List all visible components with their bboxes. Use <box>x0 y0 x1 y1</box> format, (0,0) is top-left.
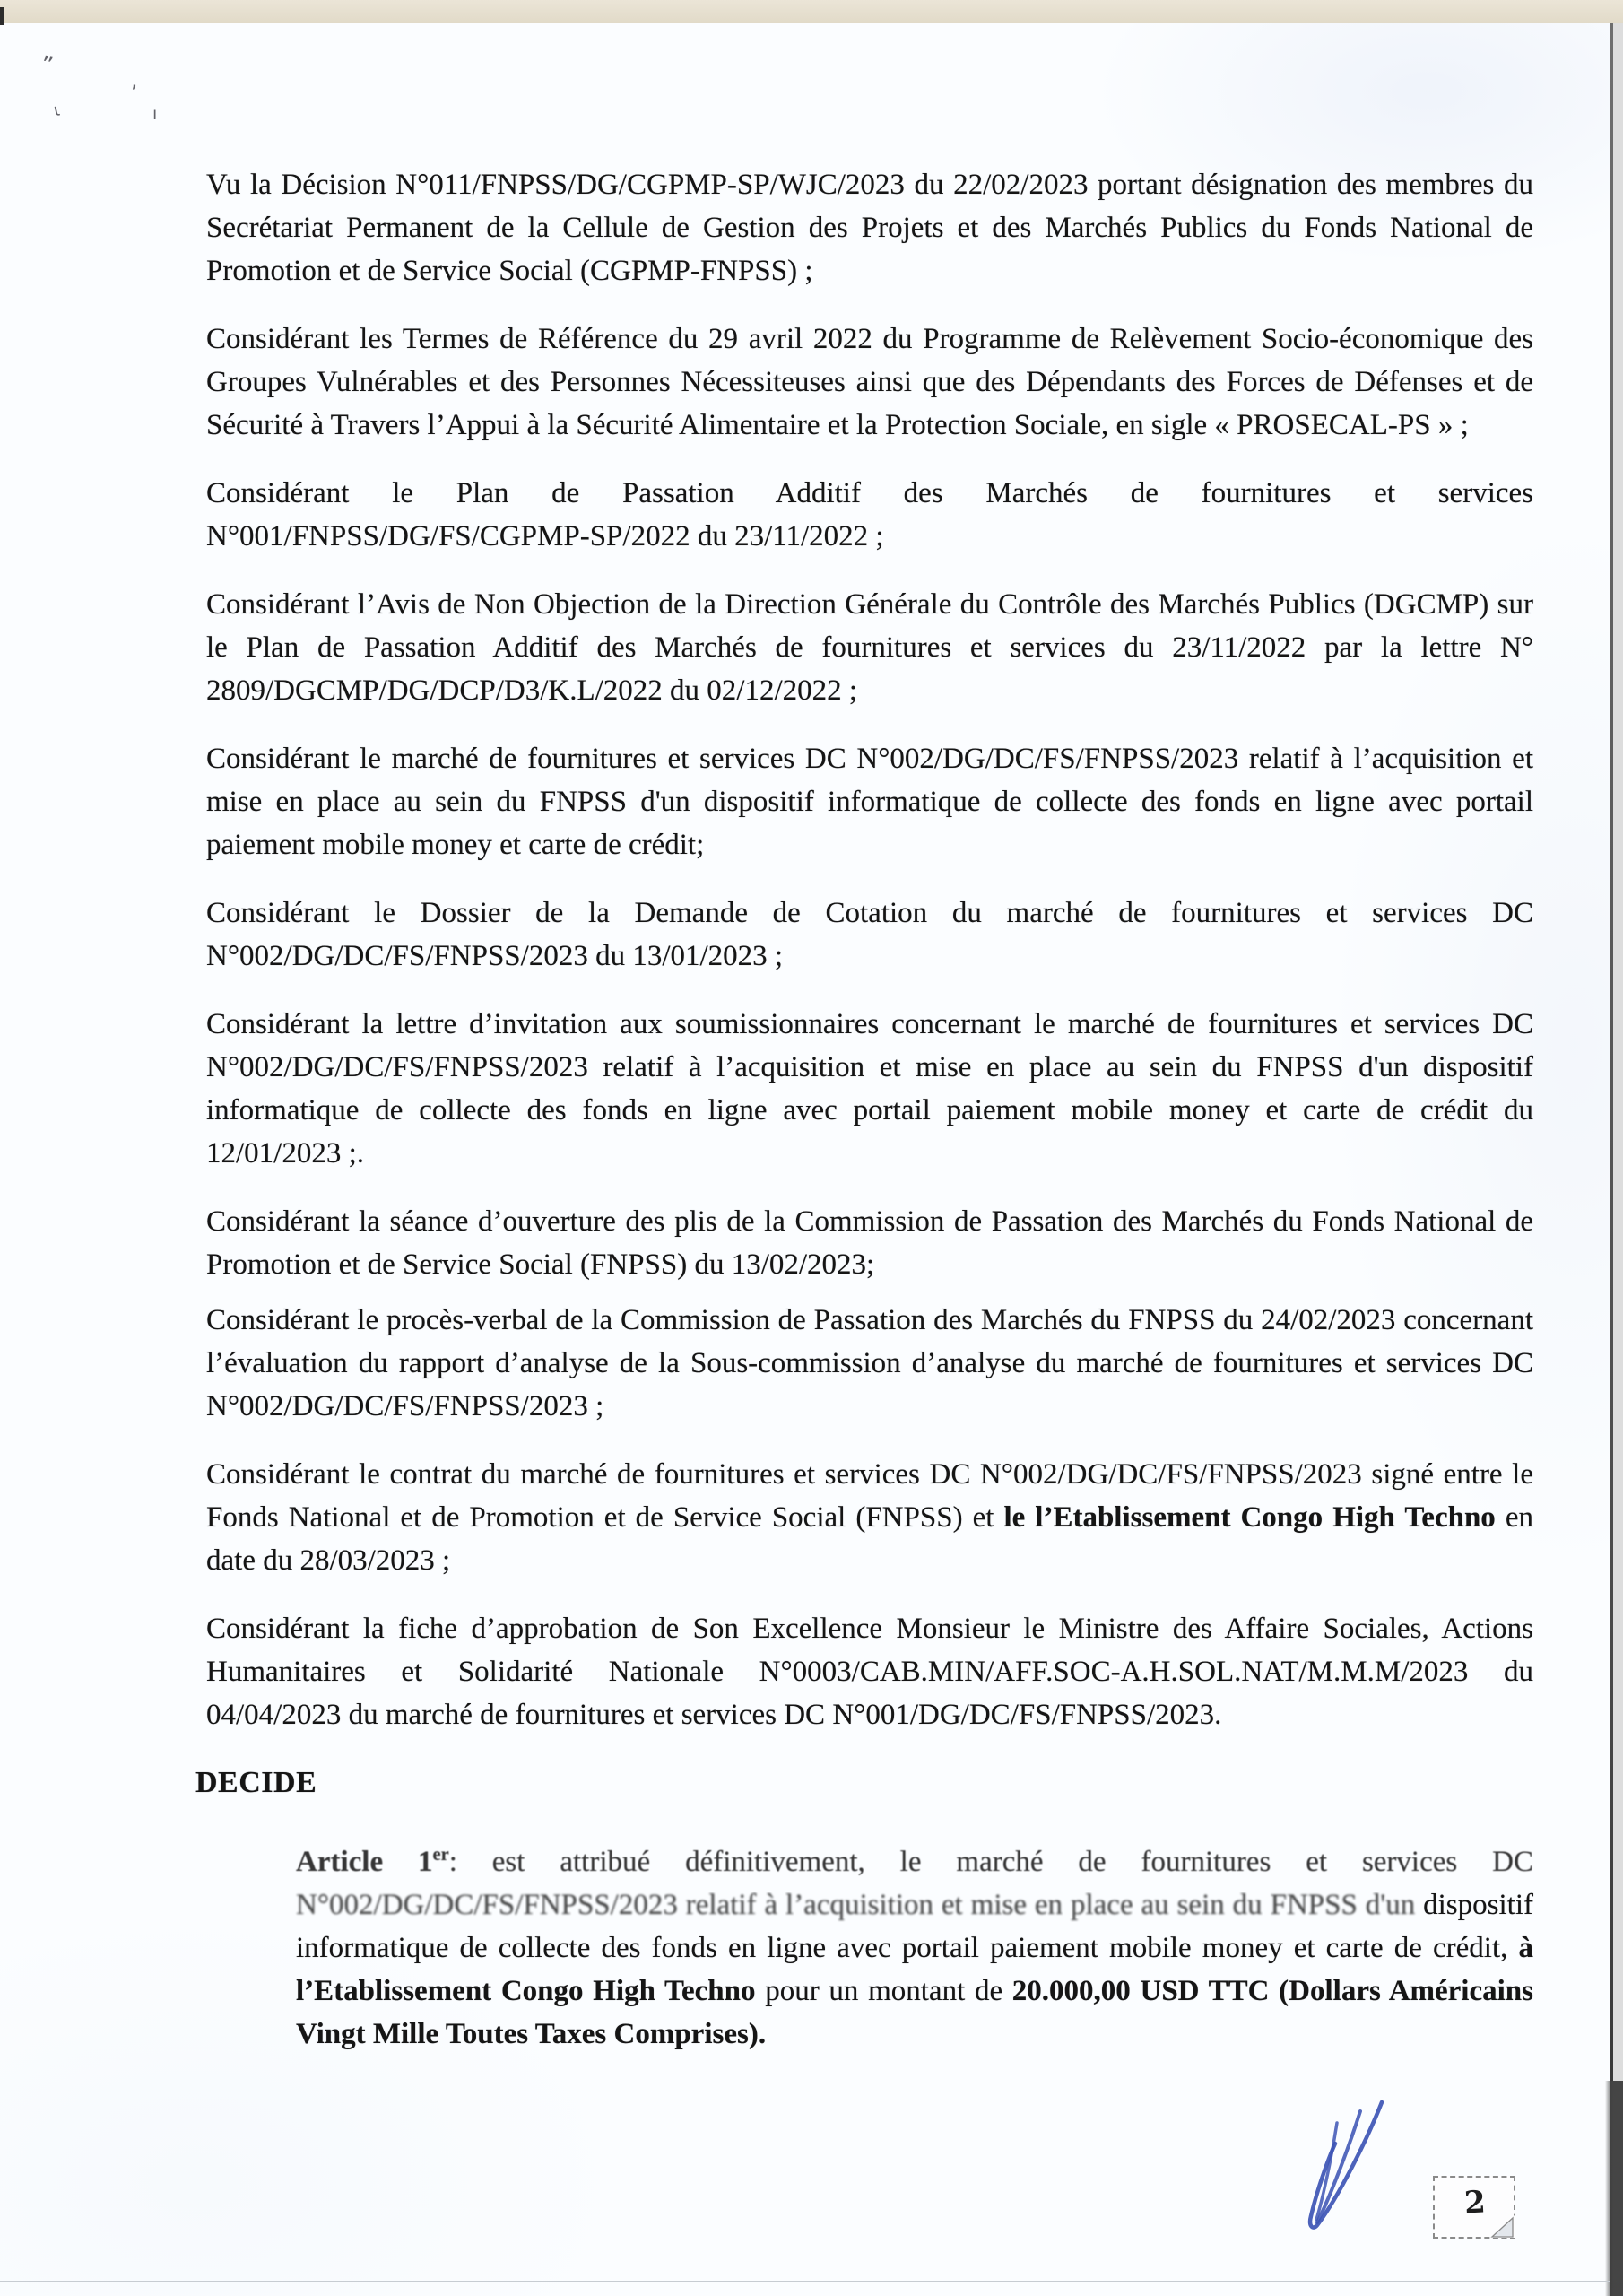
paragraph-considerant-marche <box>206 737 1533 866</box>
paragraph-text: : est attribué définitivement, le marché de fournitures et services DC <box>448 1846 1533 1878</box>
paragraph-considerant-contrat <box>206 1453 1533 1582</box>
paragraph-text: Considérant l’Avis de Non Objection de la Direction Générale du Contrôle des Marchés Publics (DGCMP) sur le Plan de Passation Additif des Marchés de fournitures et services du 23/11/2022 par la lettre N° 2809/DGCMP/DG/DCP/D3/K.L/2022 du 02/12/2022 ; <box>206 588 1533 707</box>
pen-speck: ” <box>39 51 56 80</box>
paragraph-text: Considérant la fiche d’approbation de Son Excellence Monsieur le Ministre des Affaire Sociales, Actions Humanitaires et Solidarité Nationale N°0003/CAB.MIN/AFF.SOC-A.H.SOL.NAT/M.M.M/2023 du 04/04/2023 du marché de fournitures et services DC N°001/DG/DC/FS/FNPSS/2023. <box>206 1613 1533 1731</box>
paragraph-text: Considérant le marché de fournitures et services DC N°002/DG/DC/FS/FNPSS/2023 relatif à l’acquisition et mise en place au sein du FNPSS d'un dispositif informatique de collecte des fonds en ligne avec portail paiement mobile money et carte de crédit; <box>206 743 1533 861</box>
scanner-background-strip <box>0 0 1623 24</box>
paragraph-text: Considérant la lettre d’invitation aux soumissionnaires concernant le marché de fournitures et services DC N°002/DG/DC/FS/FNPSS/2023 relatif à l’acquisition et mise en place au sein du FNPSS d'un dispositif informatique de collecte des fonds en ligne avec portail paiement mobile money et carte de crédit du 12/01/2023 ;. <box>206 1008 1533 1170</box>
paragraph-text: Considérant les Termes de Référence du 29 avril 2022 du Programme de Relèvement Socio-économique des Groupes Vulnérables et des Personnes Nécessiteuses ainsi que des Dépendants des Forces de Défenses et de Sécurité à Travers l’Appui à la Sécurité Alimentaire et la Protection Sociale, en sigle « PROSECAL-PS » ; <box>206 323 1533 441</box>
scanner-right-margin <box>1613 23 1623 2296</box>
paragraph-text-faded: N°002/DG/DC/FS/FNPSS/2023 relatif à l’acquisition et mise en place au sein du FNPSS d'un <box>296 1889 1424 1921</box>
pen-speck: ı <box>152 104 158 124</box>
paragraph-considerant-termes <box>206 317 1533 447</box>
page-curl-icon <box>1487 2210 1515 2239</box>
paragraph-considerant-plan-passation <box>206 472 1533 558</box>
paragraph-considerant-proces-verbal <box>206 1299 1533 1428</box>
paper-fold-line <box>0 2281 1610 2282</box>
paragraph-text-bold: le l’Etablissement Congo High Techno <box>1003 1501 1496 1534</box>
paragraph-considerant-seance-ouverture <box>206 1200 1533 1286</box>
article-ordinal-superscript: er <box>432 1845 449 1865</box>
paper-bottom-right-shadow <box>1605 2081 1623 2296</box>
paragraph-text: Considérant la séance d’ouverture des plis de la Commission de Passation des Marchés du Fonds National de Promotion et de Service Social (FNPSS) du 13/02/2023; <box>206 1205 1533 1281</box>
paragraph-text: Considérant le Plan de Passation Additif des Marchés de fournitures et services N°001/FNPSS/DG/FS/CGPMP-SP/2022 du 23/11/2022 ; <box>206 477 1533 552</box>
article-label: Article 1 <box>296 1846 433 1878</box>
signature-ink-icon <box>1289 2099 1397 2233</box>
paragraph-considerant-fiche-approbation <box>206 1607 1533 1736</box>
paragraph-vu-decision <box>206 163 1533 292</box>
document-body <box>195 163 1533 2056</box>
paragraph-text: dispositif informatique de collecte des fonds en ligne avec portail paiement mobile money et carte de crédit, <box>296 1889 1533 1964</box>
page-number: 2 <box>1462 2184 1487 2222</box>
paragraph-text: Vu la Décision N°011/FNPSS/DG/CGPMP-SP/WJC/2023 du 22/02/2023 portant désignation des membres du Secrétariat Permanent de la Cellule de Gestion des Projets et des Marchés Publics du Fonds National de Promotion et de Service Social (CGPMP-FNPSS) ; <box>206 169 1533 287</box>
paragraph-text: Considérant le procès-verbal de la Commission de Passation des Marchés du FNPSS du 24/02/2023 concernant l’évaluation du rapport d’analyse de la Sous-commission d’analyse du marché de fournitures et services DC N°002/DG/DC/FS/FNPSS/2023 ; <box>206 1304 1533 1422</box>
pen-speck: ’ <box>131 83 137 105</box>
paragraph-text: pour un montant de <box>755 1975 1012 2007</box>
pen-speck: ι <box>51 100 62 121</box>
article-1-paragraph <box>296 1840 1533 2056</box>
paragraph-text-bold: 20.000,00 USD TTC (Dollars Américains Vingt Mille Toutes Taxes Comprises). <box>296 1975 1533 2050</box>
paragraph-considerant-avis-non-objection <box>206 583 1533 712</box>
paragraph-text: en date du 28/03/2023 ; <box>206 1501 1533 1577</box>
paragraph-text: Considérant le Dossier de la Demande de Cotation du marché de fournitures et services DC N°002/DG/DC/FS/FNPSS/2023 du 13/01/2023 ; <box>206 897 1533 972</box>
paragraph-text-bold: à l’Etablissement Congo High Techno <box>296 1932 1533 2007</box>
page-number-badge <box>1433 2176 1515 2239</box>
paragraph-text: Considérant le contrat du marché de fournitures et services DC N°002/DG/DC/FS/FNPSS/2023 signé entre le Fonds National et de Promotion et de Service Social (FNPSS) et <box>206 1458 1533 1534</box>
scan-left-notch <box>0 7 4 25</box>
decide-heading: DECIDE <box>195 1766 317 1799</box>
paragraph-considerant-lettre-invitation <box>206 1003 1533 1175</box>
paragraph-considerant-dossier-cotation <box>206 891 1533 978</box>
